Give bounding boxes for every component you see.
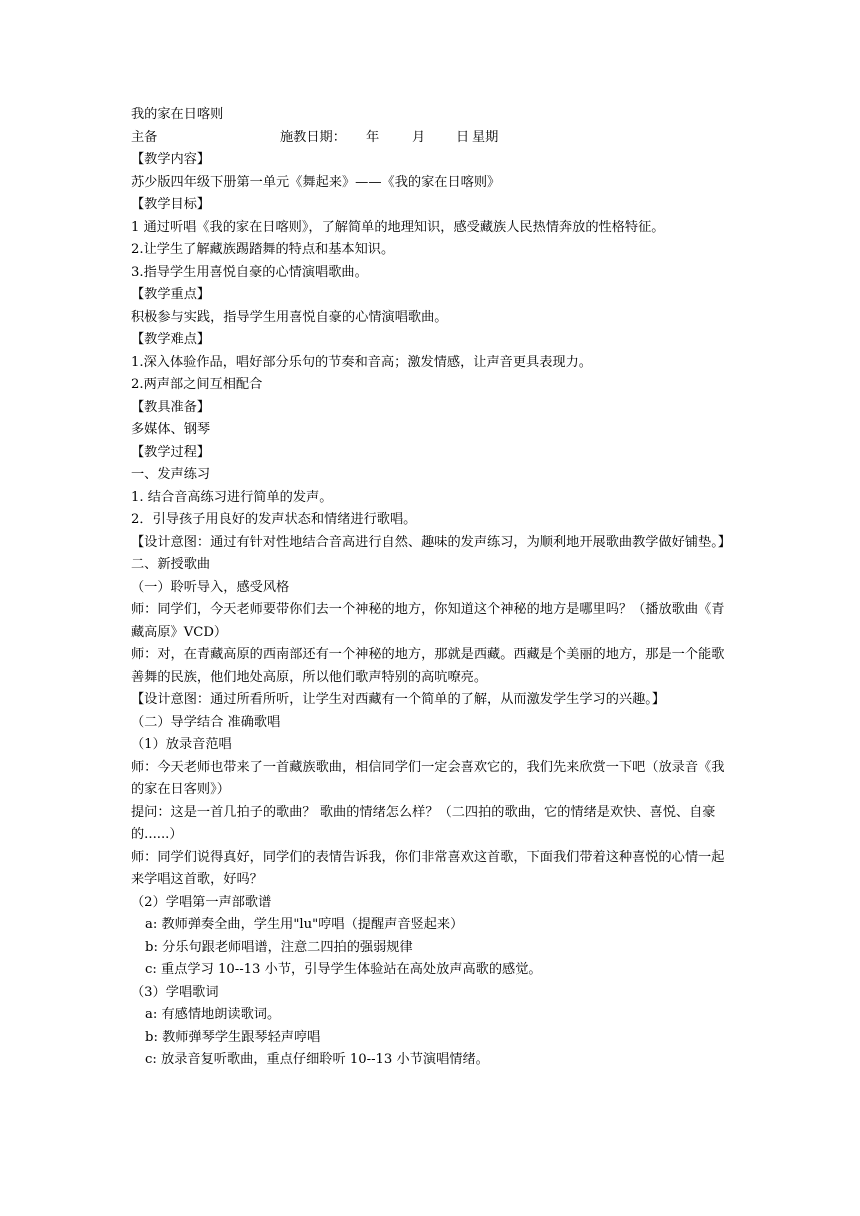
section-heading: 【教学过程】 <box>131 444 211 460</box>
list-item: c: 重点学习 10--13 小节，引导学生体验站在高处放声高歌的感觉。 <box>145 962 542 977</box>
document-title: 我的家在日喀则 <box>131 107 224 122</box>
text-paragraph: 师：同学们，今天老师要带你们去一个神秘的地方，你知道这个神秘的地方是哪里吗？（播放歌曲《青藏高原》VCD） <box>131 602 725 640</box>
text-line: 1 通过听唱《我的家在日喀则》，了解简单的地理知识，感受藏族人民热情奔放的性格特征。 <box>131 219 665 235</box>
text-paragraph: 提问：这是一首几拍子的歌曲？ 歌曲的情绪怎么样？（二四拍的歌曲，它的情绪是欢快、喜悦、自豪的......） <box>131 804 716 842</box>
text-line: （一）聆听导入，感受风格 <box>131 579 290 595</box>
list-item: b: 教师弹琴学生跟琴轻声哼唱 <box>145 1029 321 1045</box>
section-heading: 【教学目标】 <box>131 197 211 212</box>
meta-month: 月 <box>412 129 426 145</box>
text-line: 2．引导孩子用良好的发声状态和情绪进行歌唱。 <box>131 512 417 527</box>
text-paragraph: 师：同学们说得真好，同学们的表情告诉我，你们非常喜欢这首歌，下面我们带着这种喜悦的心情一起来学唱这首歌，好吗？ <box>131 849 725 887</box>
document-body <box>131 104 733 1072</box>
text-line: 1. 结合音高练习进行简单的发声。 <box>131 489 333 505</box>
meta-row <box>131 127 733 150</box>
list-item: b: 分乐句跟老师唱谱，注意二四拍的强弱规律 <box>145 939 413 955</box>
text-line: 1.深入体验作品，唱好部分乐句的节奏和音高；激发情感，让声音更具表现力。 <box>131 354 592 370</box>
design-intent-paragraph: 【设计意图：通过有针对性地结合音高进行自然、趣味的发声练习，为顺利地开展歌曲教学做好铺垫。】 <box>131 534 732 550</box>
text-line: 2.让学生了解藏族踢踏舞的特点和基本知识。 <box>131 242 395 257</box>
design-intent-line: 【设计意图：通过所看所听，让学生对西藏有一个简单的了解，从而激发学生学习的兴趣。】 <box>131 692 666 707</box>
text-line: 积极参与实践，指导学生用喜悦自豪的心情演唱歌曲。 <box>131 309 448 325</box>
text-paragraph: 师：对，在青藏高原的西南部还有一个神秘的地方，那就是西藏。西藏是个美丽的地方，那是一个能歌善舞的民族，他们地处高原，所以他们歌声特别的高吭嘹亮。 <box>131 647 725 685</box>
meta-lead: 主备 <box>131 129 158 145</box>
list-item: c: 放录音复听歌曲，重点仔细聆听 10--13 小节演唱情绪。 <box>145 1052 489 1067</box>
meta-weekday: 星期 <box>472 129 499 145</box>
section-heading: 【教学难点】 <box>131 332 211 347</box>
text-line: （2）学唱第一声部歌谱 <box>131 894 272 910</box>
text-line: （二）导学结合 准确歌唱 <box>131 714 281 730</box>
text-line: 3.指导学生用喜悦自豪的心情演唱歌曲。 <box>131 264 368 280</box>
meta-year: 年 <box>366 129 380 145</box>
text-line: （3）学唱歌词 <box>131 984 219 1000</box>
meta-date-label: 施教日期： <box>280 129 346 145</box>
list-item: a: 教师弹奏全曲，学生用"lu"哼唱（提醒声音竖起来） <box>145 917 464 932</box>
text-line: 2.两声部之间互相配合 <box>131 377 263 392</box>
section-heading: 【教学内容】 <box>131 152 211 167</box>
text-paragraph: 师：今天老师也带来了一首藏族歌曲，相信同学们一定会喜欢它的，我们先来欣赏一下吧（放录音《我的家在日客则》） <box>131 759 725 797</box>
text-line: 苏少版四年级下册第一单元《舞起来》——《我的家在日喀则》 <box>131 174 501 190</box>
meta-day: 日 <box>456 129 470 145</box>
section-heading: 【教学重点】 <box>131 287 211 302</box>
text-line: 二、新授歌曲 <box>131 557 211 572</box>
text-line: 多媒体、钢琴 <box>131 422 211 437</box>
section-heading: 【教具准备】 <box>131 399 211 415</box>
list-item: a: 有感情地朗读歌词。 <box>145 1007 281 1022</box>
text-line: 一、发声练习 <box>131 467 211 482</box>
text-line: （1）放录音范唱 <box>131 737 232 752</box>
